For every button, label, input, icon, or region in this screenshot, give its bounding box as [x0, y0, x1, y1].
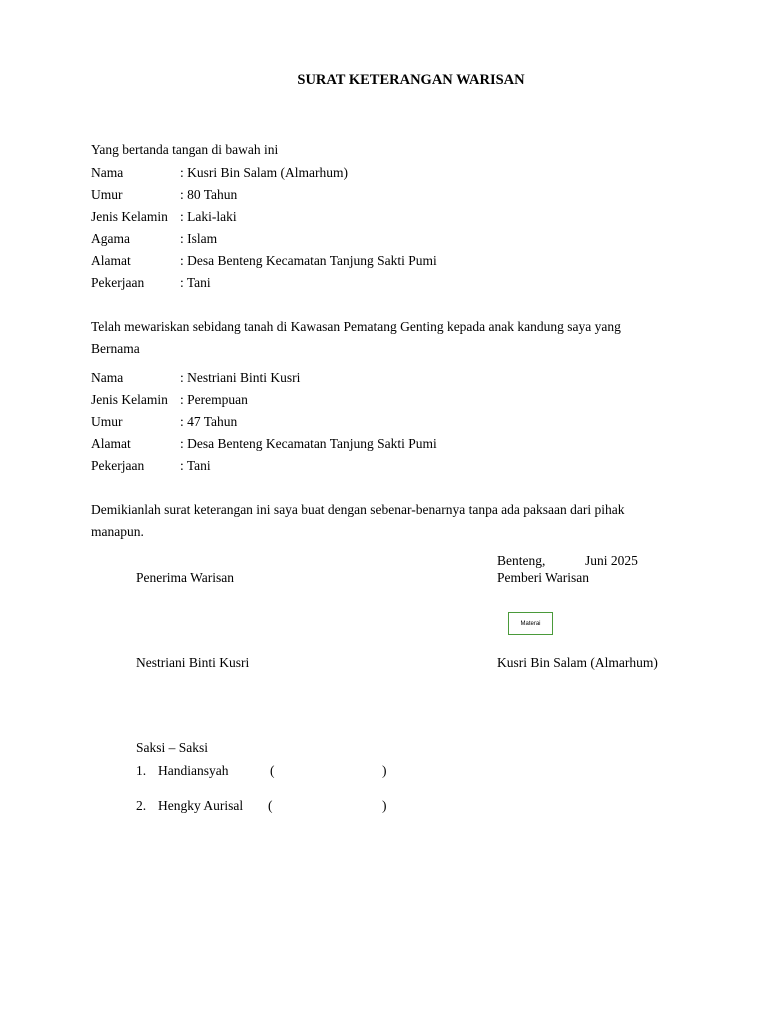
- field-value: : Islam: [180, 231, 218, 246]
- giver-row: [91, 253, 437, 269]
- witness-heading: Saksi – Saksi: [136, 740, 209, 755]
- witness-number: 2.: [136, 798, 147, 813]
- field-value: : Perempuan: [180, 392, 248, 407]
- signature-open-paren: (: [270, 763, 275, 778]
- intro-text: Yang bertanda tangan di bawah ini: [91, 142, 279, 157]
- field-value: : 47 Tahun: [180, 414, 238, 429]
- field-value: : Kusri Bin Salam (Almarhum): [180, 165, 348, 180]
- stamp-label: Materai: [520, 620, 541, 627]
- field-label: Umur: [91, 414, 123, 429]
- field-label: Agama: [91, 231, 130, 246]
- field-value: : Tani: [180, 275, 211, 290]
- signature-place: Benteng,: [497, 553, 546, 568]
- closing-paragraph: Demikianlah surat keterangan ini saya buat dengan sebenar-benarnya tanpa ada paksaan dari pihak manapun.: [91, 502, 625, 539]
- witness-name: Handiansyah: [158, 763, 229, 778]
- receiver-role: Penerima Warisan: [136, 570, 235, 585]
- receiver-row: [91, 458, 211, 474]
- field-value: : 80 Tahun: [180, 187, 238, 202]
- document-title: SURAT KETERANGAN WARISAN: [297, 72, 525, 88]
- giver-row: [91, 231, 217, 247]
- field-label: Jenis Kelamin: [91, 392, 168, 407]
- witness-item: [136, 763, 387, 779]
- signature-open-paren: (: [268, 798, 273, 813]
- field-value: : Tani: [180, 458, 211, 473]
- stamp-box: [508, 612, 553, 635]
- giver-row: [91, 165, 348, 181]
- field-label: Jenis Kelamin: [91, 209, 168, 224]
- giver-row: [91, 209, 237, 225]
- field-label: Pekerjaan: [91, 275, 145, 290]
- field-value: : Desa Benteng Kecamatan Tanjung Sakti Pumi: [180, 436, 437, 451]
- receiver-name: Nestriani Binti Kusri: [136, 655, 250, 670]
- field-label: Umur: [91, 187, 123, 202]
- receiver-row: [91, 370, 300, 386]
- field-label: Alamat: [91, 436, 131, 451]
- receiver-row: [91, 436, 437, 452]
- field-label: Pekerjaan: [91, 458, 145, 473]
- giver-row: [91, 187, 237, 203]
- signature-close-paren: ): [382, 763, 387, 778]
- field-value: : Laki-laki: [180, 209, 237, 224]
- field-label: Alamat: [91, 253, 131, 268]
- receiver-row: [91, 392, 248, 408]
- witness-number: 1.: [136, 763, 147, 778]
- field-label: Nama: [91, 165, 124, 180]
- witness-name: Hengky Aurisal: [158, 798, 244, 813]
- signature-date: Juni 2025: [585, 553, 638, 568]
- giver-role: Pemberi Warisan: [497, 570, 590, 585]
- field-value: : Nestriani Binti Kusri: [180, 370, 301, 385]
- field-label: Nama: [91, 370, 124, 385]
- receiver-row: [91, 414, 237, 430]
- transfer-paragraph: Telah mewariskan sebidang tanah di Kawasan Pematang Genting kepada anak kandung saya yang Bernama: [91, 319, 621, 356]
- witness-item: [136, 798, 387, 814]
- giver-name: Kusri Bin Salam (Almarhum): [497, 655, 658, 670]
- field-value: : Desa Benteng Kecamatan Tanjung Sakti Pumi: [180, 253, 437, 268]
- giver-row: [91, 275, 211, 291]
- signature-close-paren: ): [382, 798, 387, 813]
